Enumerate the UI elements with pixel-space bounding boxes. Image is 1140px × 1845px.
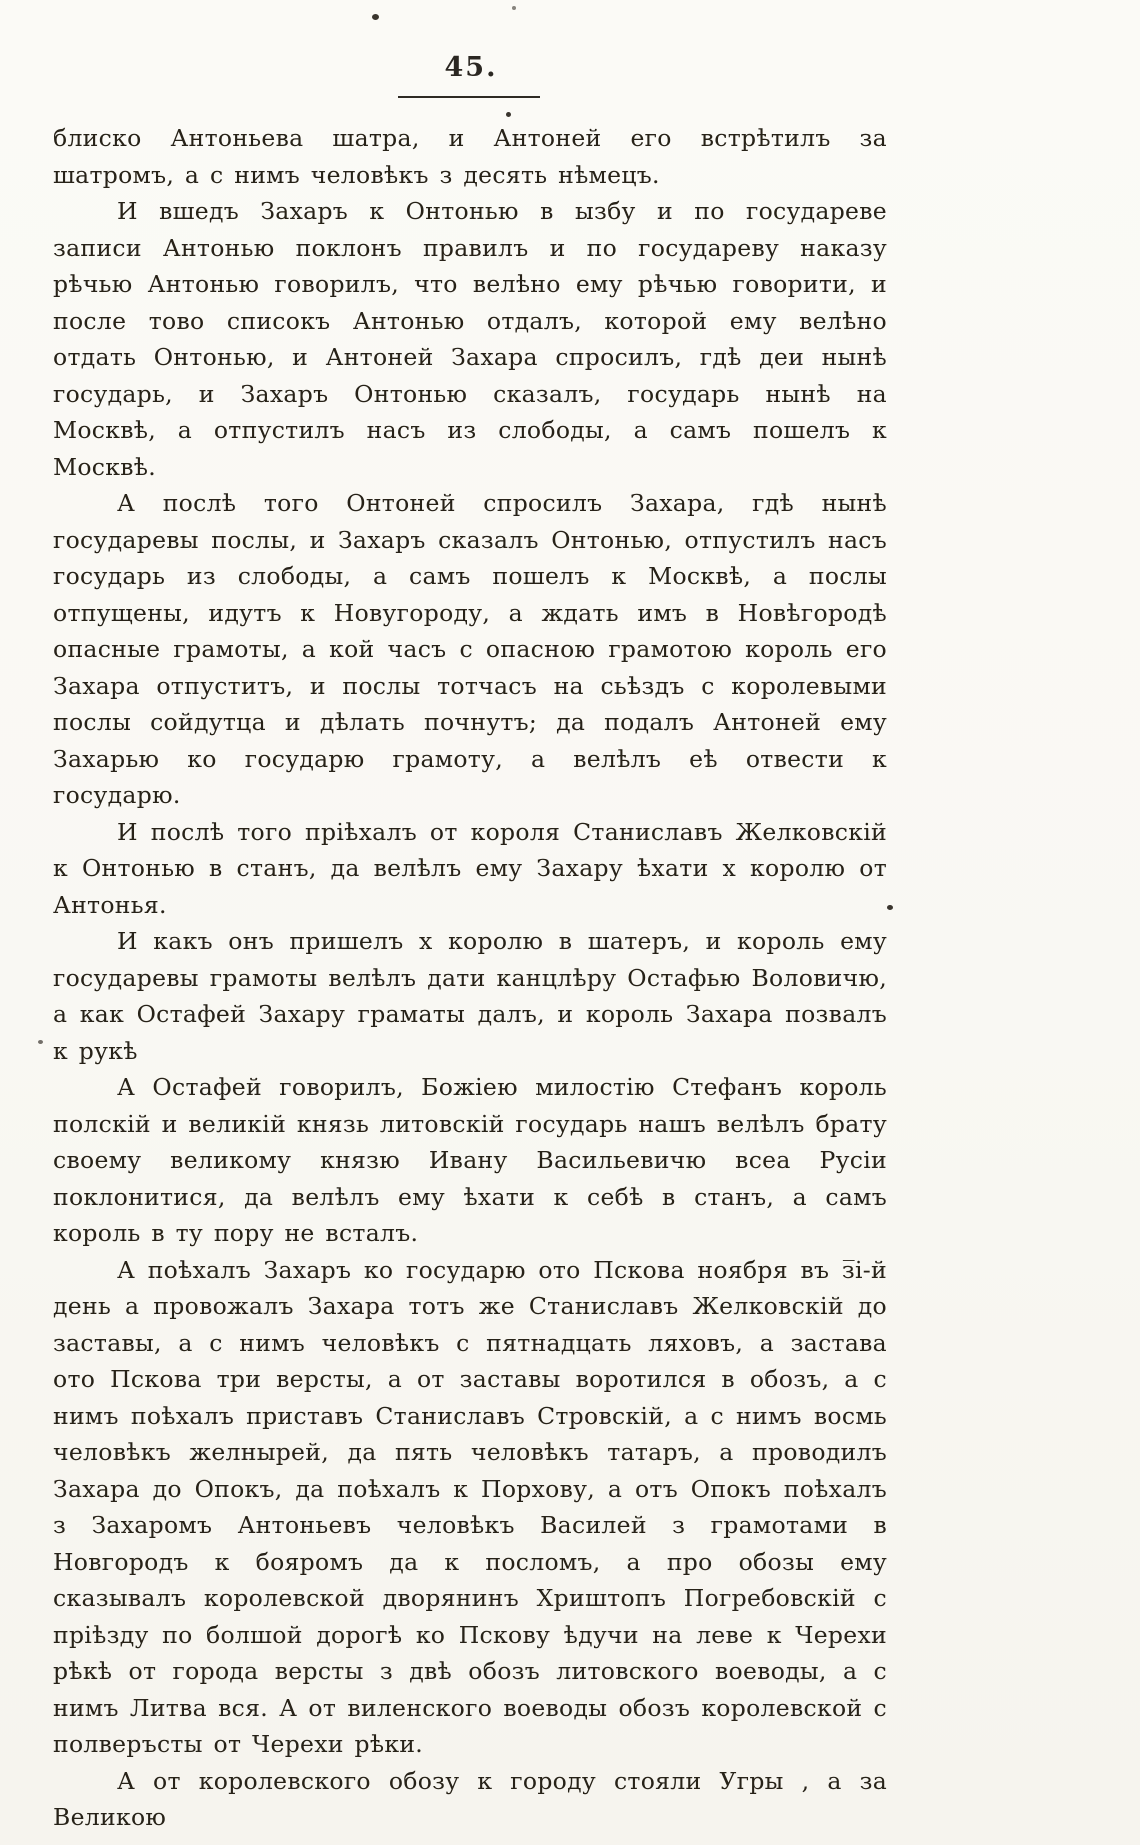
paragraph: А поѣхалъ Захаръ ко государю ото Пскова ноября въ з̅і-й день а провожалъ Захара тотъ же Станиславъ Желковскій до заставы, а с нимъ человѣкъ с пятнадцать ляховъ, а застава ото Пскова три версты, а от заставы воротился в обозъ, а с нимъ поѣхалъ приставъ Станиславъ Стровскій, а с нимъ восмь человѣкъ желнырей, да пять человѣкъ татаръ, а проводилъ Захара до Опокъ, да поѣхалъ к Порхову, а отъ Опокъ поѣхалъ з Захаромъ Антоньевъ человѣкъ Василей з грамотами в Новгородъ к бояромъ да к посломъ, а про обозы ему сказывалъ королевской дворянинъ Хриштопъ Погребовскій с пріѣзду по болшой дорогѣ ко Пскову ѣдучи на леве к Черехи рѣкѣ от города версты з двѣ обозъ литовского воеводы, а с нимъ Литва вся. А от виленского воеводы обозъ королевской с полверъсты от Черехи рѣки. [53,1255,887,1758]
paragraph: И какъ онъ пришелъ х королю в шатеръ, и король ему государевы грамоты велѣлъ дати канцлѣру Остафью Воловичю, а как Остафей Захару граматы далъ, и король Захара позвалъ к рукѣ [53,927,887,1065]
ink-speck [506,112,511,117]
ink-speck [512,6,516,10]
page-number: 45. [444,52,498,83]
ink-speck [372,14,379,20]
paragraph: А послѣ того Онтоней спросилъ Захара, гдѣ нынѣ государевы послы, и Захаръ сказалъ Онтонью, отпустилъ насъ государь из слободы, а самъ пошелъ к Москвѣ, а послы отпущены, идутъ к Новугороду, а ждать имъ в Новѣгородѣ опасные грамоты, а кой часъ с опасною грамотою король его Захара отпуститъ, и послы тотчасъ на сьѣздъ с королевыми послы сойдутца и дѣлать почнутъ; да подалъ Антоней ему Захарью ко государю грамоту, а велѣлъ еѣ отвести к государю. [53,489,887,809]
paragraph: И вшедъ Захаръ к Онтонью в ызбу и по государеве записи Антонью поклонъ правилъ и по государеву наказу рѣчью Антонью говорилъ, что велѣно ему рѣчью говорити, и после тово списокъ Антонью отдалъ, которой ему велѣно отдать Онтонью, и Антоней Захара спросилъ, гдѣ деи нынѣ государь, и Захаръ Онтонью сказалъ, государь нынѣ на Москвѣ, а отпустилъ насъ из слободы, а самъ пошелъ к Москвѣ. [53,197,887,481]
ink-speck [887,905,893,910]
page-number-rule [398,96,540,98]
paragraph: блиско Антоньева шатра, и Антоней его встрѣтилъ за шатромъ, а с нимъ человѣкъ з десять нѣмецъ. [53,124,887,189]
ink-speck [38,1040,43,1044]
paragraph: И послѣ того пріѣхалъ от короля Станиславъ Желковскій к Онтонью в станъ, да велѣлъ ему Захару ѣхати х королю от Антонья. [53,817,887,919]
paragraph: А Остафей говорилъ, Божіею милостію Стефанъ король полскій и великій князь литовскій государь нашъ велѣлъ брату своему великому князю Ивану Васильевичю всеа Русіи поклонитися, да велѣлъ ему ѣхати к себѣ в станъ, а самъ король в ту пору не всталъ. [53,1073,887,1247]
body-text-block [53,120,887,1836]
paragraph: А от королевского обозу к городу стояли Угры , а за Великою [53,1766,887,1831]
